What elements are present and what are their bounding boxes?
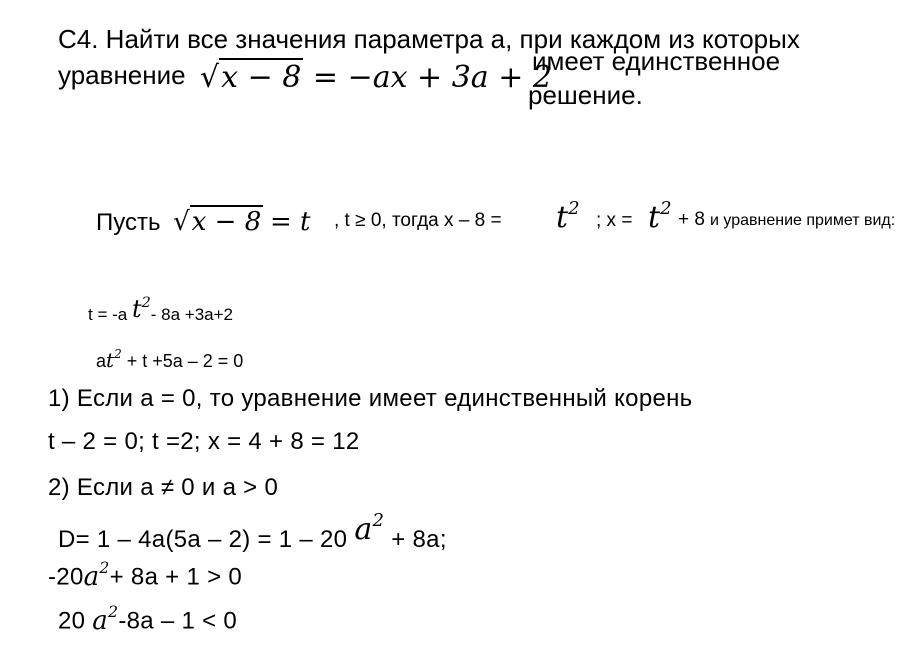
- step-4: D= 1 – 4a(5a – 2) = 1 – 20 $a^2 + 8a$;: [58, 510, 447, 553]
- x-equals: ; х =: [596, 210, 633, 231]
- equation-2: $at^2 + t +5a - 2 = 0$: [96, 347, 244, 372]
- t-squared-2: $t^2$: [648, 198, 672, 235]
- step-1: 1) Если а = 0, то уравнение имеет единственный корень: [48, 385, 693, 412]
- substitution-rhs: = t: [269, 207, 311, 237]
- step-3: 2) Если а ≠ 0 и а > 0: [48, 474, 279, 501]
- problem-equation: [200, 58, 552, 95]
- equation-1: t = -a $t^2-$ 8a +3a+2: [88, 294, 234, 324]
- problem-line-2-prefix: уравнение: [58, 60, 186, 90]
- step-6: 20 $a^2-8a - 1 < 0$: [58, 603, 238, 636]
- radical-sign-icon: √: [200, 60, 220, 95]
- t-squared-1: $t^2$: [556, 198, 580, 235]
- problem-line-3: решение.: [528, 80, 643, 110]
- plus-eight: + 8: [678, 209, 705, 230]
- substitution-prefix: Пусть: [96, 209, 161, 236]
- substitution-line: [96, 205, 310, 245]
- radicand: x − 8: [191, 207, 262, 237]
- problem-line-2-tail: имеет единственное: [532, 46, 781, 76]
- radicand: x − 8: [221, 60, 302, 95]
- sqrt-expression: [173, 205, 263, 237]
- substitution-tail: и уравнение примет вид:: [710, 212, 896, 229]
- equation-rhs: = −ax + 3a + 2: [312, 60, 552, 95]
- substitution-cond: , t ≥ 0, тогда х – 8 =: [334, 210, 502, 231]
- sqrt-expression: [200, 58, 303, 95]
- radical-sign-icon: √: [173, 207, 190, 237]
- step-5: $-20a^2+ 8a + 1 > 0$: [48, 559, 243, 592]
- problem-line-1: С4. Найти все значения параметра а, при каждом из которых: [58, 24, 800, 54]
- step-2: t – 2 = 0; t =2; х = 4 + 8 = 12: [48, 428, 360, 455]
